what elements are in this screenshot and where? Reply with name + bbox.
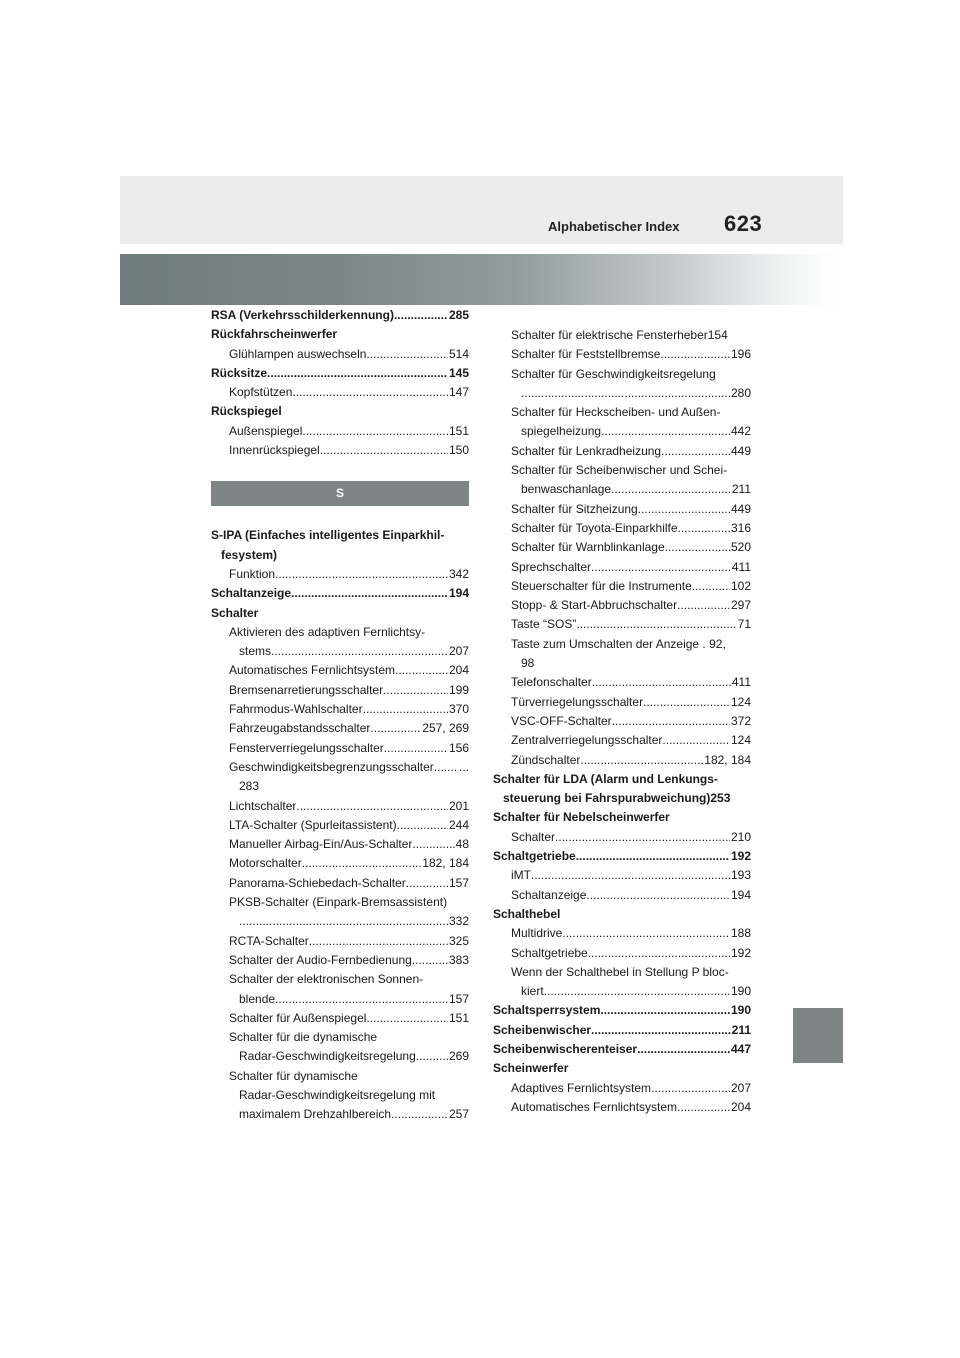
index-entry-text: RCTA-Schalter (229, 933, 309, 948)
index-entry (211, 526, 469, 545)
index-entry-page: 190 (730, 1003, 751, 1018)
index-entry-text: Außenspiegel (229, 423, 303, 438)
index-entry-text: Schalter für dynamische (229, 1068, 358, 1083)
thumb-index-tab (793, 1008, 843, 1063)
index-entry-text: 98 (521, 656, 535, 671)
dot-leader (412, 835, 454, 854)
dot-leader (580, 751, 703, 770)
index-entry-text: Schalter für die dynamische (229, 1030, 378, 1045)
index-entry (493, 866, 751, 885)
index-entry-page: 207 (730, 1080, 751, 1095)
index-entry-text: stems (239, 644, 272, 659)
index-entry-text: Zündschalter (511, 752, 581, 767)
index-entry (493, 944, 751, 963)
index-entry-text: Funktion (229, 566, 276, 581)
index-entry (211, 970, 469, 989)
index-entry (493, 828, 751, 847)
index-group-s (211, 526, 469, 1124)
index-entry-page: 124 (730, 733, 751, 748)
index-entry-page: 157 (448, 991, 469, 1006)
index-entry-page: 383 (448, 952, 469, 967)
index-entry-text: Schaltgetriebe (511, 945, 588, 960)
index-entry-page: 145 (448, 365, 469, 380)
index-entry-text: Schalter für Scheibenwischer und Schei- (511, 463, 728, 478)
index-entry-page: 192 (730, 945, 751, 960)
index-entry (211, 990, 469, 1009)
index-entry-page: 102 (730, 578, 751, 593)
index-entry-text: Adaptives Fernlichtsystem (511, 1080, 652, 1095)
index-entry-page: 372 (730, 713, 751, 728)
index-entry-page: 194 (448, 586, 469, 601)
index-entry (493, 751, 751, 770)
index-entry-text: Schalter für LDA (Alarm und Lenkungs- (493, 771, 718, 786)
index-entry-text: Fensterverriegelungsschalter (229, 740, 384, 755)
index-entry-text: Radar-Geschwindigkeitsregelung mit (239, 1087, 436, 1102)
index-entry-text: Fahrzeugabstandsschalter (229, 721, 371, 736)
index-entry-text: spiegelheizung (521, 424, 602, 439)
page-number: 623 (724, 211, 763, 236)
index-entry-text: Rücksitze (211, 365, 268, 380)
index-entry (493, 886, 751, 905)
index-entry-page: 257, 269 (422, 721, 469, 736)
index-entry-page: 194 (730, 887, 751, 902)
index-entry (211, 777, 469, 796)
index-entry (493, 1059, 751, 1078)
dot-leader (612, 712, 730, 731)
dot-leader (302, 854, 422, 873)
index-entry-page: 370 (448, 702, 469, 717)
index-entry-page: 188 (730, 926, 751, 941)
index-entry-text: Schaltgetriebe (493, 849, 576, 864)
dot-leader (267, 364, 448, 383)
index-entry-page: 147 (448, 385, 469, 400)
index-entry-text: Schalter für Nebelscheinwerfer (493, 810, 670, 825)
index-entry (211, 584, 469, 603)
dot-leader (591, 558, 731, 577)
index-entry (493, 982, 751, 1001)
index-entry (211, 893, 469, 912)
index-entry (493, 712, 751, 731)
index-entry-text: Multidrive (511, 926, 563, 941)
index-entry-page: 201 (448, 798, 469, 813)
index-entry-text: Fahrmodus-Wahlschalter (229, 702, 363, 717)
dot-leader (384, 739, 448, 758)
index-entry-text: Sprechschalter (511, 559, 592, 574)
index-entry-page: 124 (730, 694, 751, 709)
index-entry-text: Wenn der Schalthebel in Stellung P bloc- (511, 964, 729, 979)
index-entry (211, 681, 469, 700)
dot-leader (660, 345, 730, 364)
dot-leader (651, 1079, 730, 1098)
index-entry-text: steuerung bei Fahrspurabweichung)253 (503, 791, 731, 806)
index-entry (493, 1021, 751, 1040)
index-entry (211, 719, 469, 738)
index-entry-text: Schaltsperrsystem (493, 1003, 601, 1018)
index-entry-text: Schalter für Lenkradheizung (511, 443, 662, 458)
index-entry-page: 447 (730, 1041, 751, 1056)
index-entry (211, 912, 469, 931)
index-entry-text: Schalter für elektrische Fensterheber154 (511, 328, 728, 342)
index-entry-text: Schaltanzeige (211, 586, 292, 601)
index-entry-text: Aktivieren des adaptiven Fernlichtsy- (229, 624, 426, 639)
index-entry-text: Schalter für Feststellbremse (511, 347, 661, 362)
index-entry-page: 520 (730, 540, 751, 555)
index-entry-text: iMT (511, 868, 531, 883)
index-entry (211, 1028, 469, 1047)
index-entry-page: ... (458, 759, 469, 774)
dot-leader (586, 886, 730, 905)
index-entry-text: Schalter (511, 829, 556, 844)
index-entry (493, 442, 751, 461)
index-entry-text: Rückspiegel (211, 404, 282, 419)
index-entry-text: Schaltanzeige (511, 887, 587, 902)
index-entry-text: Manueller Airbag-Ein/Aus-Schalter (229, 837, 413, 852)
dot-leader (320, 441, 448, 460)
index-entry-page: 204 (730, 1099, 751, 1114)
index-entry-page: 210 (730, 829, 751, 844)
index-entry (211, 383, 469, 402)
index-entry (493, 847, 751, 866)
index-entry-page: 193 (730, 868, 751, 883)
index-entry (211, 1086, 469, 1105)
index-entry-text: Stopp- & Start-Abbruchschalter (511, 598, 678, 613)
index-entry-text: Taste zum Umschalten der Anzeige . 92, (511, 636, 726, 651)
index-entry (211, 700, 469, 719)
index-entry-text: Schalter für Sitzheizung (511, 501, 638, 516)
index-column-right (493, 326, 751, 1117)
index-entry (211, 546, 469, 565)
dot-leader (383, 681, 448, 700)
index-entry (493, 1098, 751, 1117)
index-entry (493, 519, 751, 538)
index-group-r (211, 306, 469, 460)
index-entry (493, 1079, 751, 1098)
index-entry-page: 199 (448, 682, 469, 697)
index-entry-page: 150 (448, 443, 469, 458)
index-entry-page: 449 (730, 443, 751, 458)
index-entry (211, 604, 469, 623)
index-entry (211, 364, 469, 383)
index-entry-text: Rückfahrscheinwerfer (211, 327, 338, 342)
index-entry-text: Zentralverriegelungsschalter (511, 733, 663, 748)
index-entry-page: 182, 184 (704, 752, 751, 767)
index-entry (493, 384, 751, 403)
decorative-gradient-band (120, 254, 843, 305)
index-entry (211, 661, 469, 680)
index-entry-text: Innenrückspiegel (229, 443, 320, 458)
index-entry-text: Motorschalter (229, 856, 302, 871)
index-entry (493, 615, 751, 634)
dot-leader (677, 596, 730, 615)
dot-leader (665, 538, 730, 557)
dot-leader (591, 1021, 731, 1040)
index-entry-text: Schalter (211, 605, 259, 620)
index-entry (493, 403, 751, 422)
dot-leader (588, 944, 730, 963)
index-entry-page: 204 (448, 663, 469, 678)
index-entry (493, 326, 751, 345)
index-entry (493, 924, 751, 943)
index-entry (493, 673, 751, 692)
dot-leader (662, 731, 730, 750)
index-entry (211, 422, 469, 441)
index-column-left (211, 306, 469, 1125)
index-entry (211, 325, 469, 344)
index-entry-text: Panorama-Schiebedach-Schalter (229, 875, 406, 890)
index-entry (493, 345, 751, 364)
index-entry-page: 211 (731, 482, 751, 497)
dot-leader (643, 693, 730, 712)
index-entry-text: Taste “SOS” (511, 617, 577, 632)
index-entry-text: Schalter der elektronischen Sonnen- (229, 972, 424, 987)
index-entry (211, 816, 469, 835)
dot-leader (394, 306, 448, 325)
index-entry-text: RSA (Verkehrsschilderkennung) (211, 308, 394, 322)
index-entry (493, 770, 751, 789)
index-entry-text: Türverriegelungsschalter (511, 694, 644, 709)
index-entry-page: 211 (731, 1022, 751, 1037)
index-entry-text: Schalthebel (493, 906, 561, 921)
index-entry-page: 196 (730, 347, 751, 362)
index-entry (211, 345, 469, 364)
dot-leader (678, 519, 730, 538)
dot-leader (271, 642, 448, 661)
index-entry (211, 441, 469, 460)
index-entry-text: Schalter für Toyota-Einparkhilfe (511, 520, 678, 535)
index-entry-page: 342 (448, 566, 469, 581)
dot-leader (412, 951, 448, 970)
index-entry-text: Schalter für Heckscheiben- und Außen- (511, 405, 721, 420)
index-entry-text: Schalter für Geschwindigkeitsregelung (511, 366, 716, 381)
dot-leader (292, 383, 448, 402)
index-entry-page: 207 (448, 644, 469, 659)
index-entry (211, 932, 469, 951)
index-entry-page: 156 (448, 740, 469, 755)
dot-leader (416, 1047, 448, 1066)
index-entry-text: Schalter für Warnblinkanlage (511, 540, 665, 555)
index-entry-text: Telefonschalter (511, 675, 592, 690)
dot-leader (363, 700, 448, 719)
dot-leader (291, 584, 448, 603)
index-entry (211, 758, 469, 777)
index-entry-text: Scheibenwischerenteiser (493, 1041, 638, 1056)
index-entry-text: VSC-OFF-Schalter (511, 713, 612, 728)
index-entry (493, 422, 751, 441)
index-entry-page: 449 (730, 501, 751, 516)
index-entry (493, 365, 751, 384)
dot-leader (521, 384, 730, 403)
index-entry (493, 635, 751, 654)
index-entry-text: Schalter für Außenspiegel (229, 1010, 367, 1025)
index-entry (493, 905, 751, 924)
index-entry (211, 797, 469, 816)
index-entry-text: LTA-Schalter (Spurleitassistent) (229, 817, 397, 832)
index-entry-page: 280 (730, 385, 751, 400)
index-entry-page: 442 (730, 424, 751, 439)
index-entry (493, 693, 751, 712)
index-entry-text: Automatisches Fernlichtsystem (511, 1099, 678, 1114)
dot-leader (366, 1009, 448, 1028)
dot-leader (576, 615, 736, 634)
dot-leader (555, 828, 730, 847)
index-entry-page: 332 (448, 914, 469, 929)
index-entry-page: 244 (448, 817, 469, 832)
index-entry (493, 789, 751, 808)
dot-leader (677, 1098, 730, 1117)
index-entry (493, 480, 751, 499)
dot-leader (592, 673, 731, 692)
dot-leader (601, 422, 730, 441)
index-entry-text: Lichtschalter (229, 798, 297, 813)
index-entry (211, 402, 469, 421)
index-entry-page: 257 (448, 1107, 469, 1122)
dot-leader (397, 816, 448, 835)
dot-leader (638, 500, 730, 519)
index-entry (493, 1001, 751, 1020)
index-entry (493, 461, 751, 480)
index-entry-text: kiert (521, 984, 544, 999)
index-entry-text: Geschwindigkeitsbegrenzungsschalter (229, 759, 434, 774)
index-entry-page: 411 (731, 675, 751, 690)
index-entry (211, 835, 469, 854)
index-entry-text: benwaschanlage (521, 482, 612, 497)
index-entry (211, 1009, 469, 1028)
dot-leader (600, 1001, 730, 1020)
dot-leader (611, 480, 731, 499)
dot-leader (434, 758, 458, 777)
index-entry-text: fesystem) (221, 547, 278, 562)
index-entry (211, 854, 469, 873)
index-entry (493, 808, 751, 827)
index-entry-page: 297 (730, 598, 751, 613)
index-entry-text: Schalter der Audio-Fernbedienung (229, 952, 412, 967)
index-entry-text: S-IPA (Einfaches intelligentes Einparkhil- (211, 528, 445, 543)
header-title: Alphabetischer Index (548, 219, 680, 234)
dot-leader (309, 932, 448, 951)
index-entry (493, 654, 751, 673)
dot-leader (395, 661, 448, 680)
index-entry-page: 71 (737, 617, 751, 632)
dot-leader (296, 797, 448, 816)
index-entry (493, 963, 751, 982)
index-entry-page: 269 (448, 1049, 469, 1064)
index-entry-text: maximalem Drehzahlbereich (239, 1107, 392, 1122)
index-entry-page: 48 (455, 837, 469, 852)
index-group-s-continued (493, 326, 751, 1117)
dot-leader (562, 924, 730, 943)
dot-leader (661, 442, 730, 461)
index-entry-page: 151 (448, 423, 469, 438)
dot-leader (391, 1105, 448, 1124)
index-entry-page: 192 (730, 849, 751, 864)
dot-leader (531, 866, 730, 885)
index-entry-text: Radar-Geschwindigkeitsregelung (239, 1049, 416, 1064)
dot-leader (406, 874, 448, 893)
dot-leader (544, 982, 730, 1001)
index-entry (211, 951, 469, 970)
index-entry-text: 283 (239, 779, 260, 794)
index-entry (211, 1105, 469, 1124)
index-entry (211, 1067, 469, 1086)
dot-leader (275, 990, 448, 1009)
index-entry (211, 739, 469, 758)
index-entry (211, 874, 469, 893)
index-entry-text: PKSB-Schalter (Einpark-Bremsassistent) (229, 895, 448, 910)
index-entry (493, 558, 751, 577)
dot-leader (637, 1040, 730, 1059)
index-entry-page: 514 (448, 346, 469, 361)
index-entry-page: 411 (731, 559, 751, 574)
dot-leader (576, 847, 730, 866)
index-entry (493, 1040, 751, 1059)
dot-leader (239, 912, 448, 931)
dot-leader (366, 345, 448, 364)
index-entry (493, 500, 751, 519)
dot-leader (302, 422, 448, 441)
index-entry-text: Scheibenwischer (493, 1022, 592, 1037)
index-entry-text: Automatisches Fernlichtsystem (229, 663, 396, 678)
index-entry (493, 577, 751, 596)
section-letter: S (335, 486, 344, 501)
index-entry-text: blende (239, 991, 276, 1006)
dot-leader (275, 565, 448, 584)
index-entry-page: 151 (448, 1010, 469, 1025)
index-entry-page: 190 (730, 984, 751, 999)
index-entry-page: 182, 184 (422, 856, 469, 871)
index-entry (211, 306, 469, 325)
index-entry-page: 157 (448, 875, 469, 890)
index-entry (211, 623, 469, 642)
index-entry-page: 285 (448, 308, 469, 322)
index-entry-text: Steuerschalter für die Instrumente (511, 578, 692, 593)
index-entry (211, 642, 469, 661)
index-entry (493, 596, 751, 615)
index-entry-page: 316 (730, 520, 751, 535)
index-entry-text: Bremsenarretierungsschalter (229, 682, 384, 697)
index-entry-page: 325 (448, 933, 469, 948)
index-entry-text: Kopfstützen (229, 385, 293, 400)
index-entry (493, 538, 751, 557)
index-entry-text: Scheinwerfer (493, 1061, 569, 1076)
dot-leader (692, 577, 730, 596)
dot-leader (370, 719, 421, 738)
index-entry-text: Glühlampen auswechseln (229, 346, 367, 361)
section-letter-bar (211, 481, 469, 506)
index-entry (211, 1047, 469, 1066)
index-entry (493, 731, 751, 750)
index-entry (211, 565, 469, 584)
